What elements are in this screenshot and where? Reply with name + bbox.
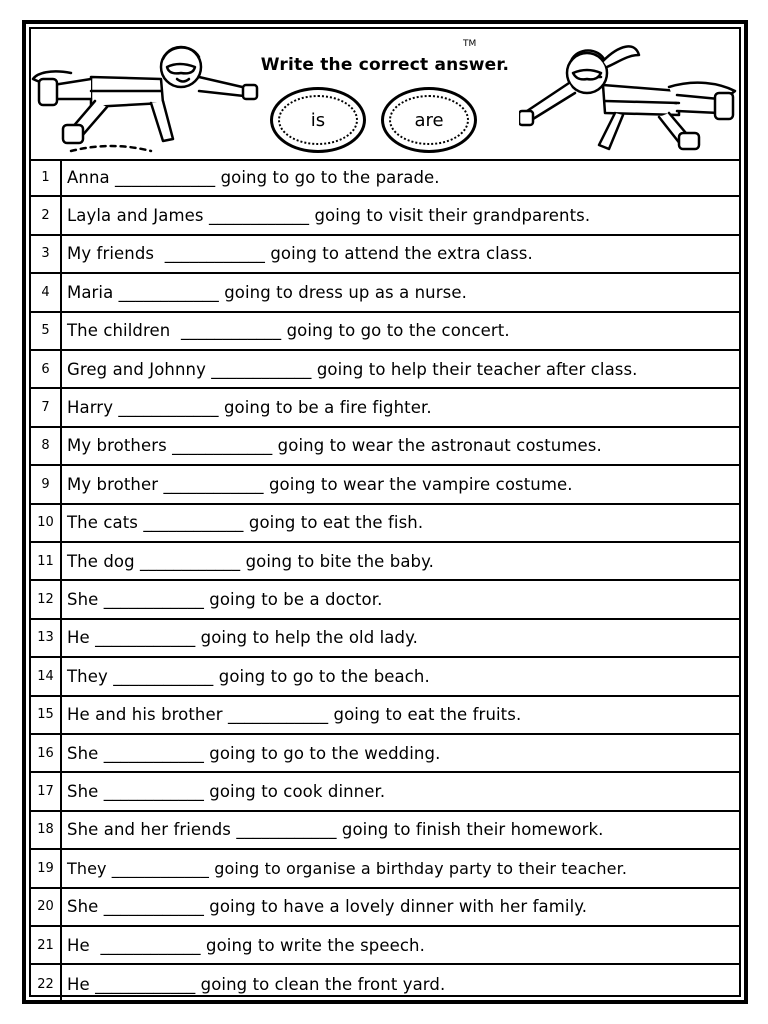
item-number: 7 [31,389,62,425]
item-sentence: He and his brother ____________ going to eat the fruits. [67,705,522,725]
list-item [31,850,739,888]
item-number: 13 [31,620,62,656]
item-number: 11 [31,543,62,579]
list-item [31,620,739,658]
list-item [31,773,739,811]
item-number: 4 [31,274,62,310]
list-item [31,735,739,773]
item-sentence: She ____________ going to cook dinner. [67,782,386,802]
item-sentence: Greg and Johnny ____________ going to help their teacher after class. [67,359,638,379]
item-sentence: My friends ____________ going to attend the extra class. [67,244,533,264]
list-item [31,812,739,850]
list-item [31,236,739,274]
item-number: 5 [31,313,62,349]
item-sentence: The dog ____________ going to bite the baby. [67,551,434,571]
item-number: 17 [31,773,62,809]
item-number: 6 [31,351,62,387]
word-option-are [381,87,477,153]
item-number: 15 [31,697,62,733]
list-item [31,428,739,466]
item-number: 18 [31,812,62,848]
list-item [31,313,739,351]
item-sentence: He ____________ going to clean the front yard. [67,975,446,995]
item-number: 20 [31,889,62,925]
item-sentence: My brothers ____________ going to wear the astronaut costumes. [67,436,602,456]
list-item [31,159,739,197]
list-item [31,274,739,312]
item-sentence: Harry ____________ going to be a fire fighter. [67,398,432,418]
list-item [31,927,739,965]
worksheet-title: Write the correct answer. [260,55,510,75]
word-option-label: are [414,109,444,131]
item-number: 14 [31,658,62,694]
list-item [31,466,739,504]
item-sentence: She ____________ going to go to the wedding. [67,743,441,763]
sentence-list [31,159,739,995]
flying-boy-superhero-icon [31,33,261,155]
list-item [31,543,739,581]
item-sentence: She ____________ going to be a doctor. [67,590,383,610]
item-number: 3 [31,236,62,272]
list-item [31,581,739,619]
item-number: 19 [31,850,62,886]
item-sentence: She and her friends ____________ going to finish their homework. [67,820,604,840]
trademark-label: TM [463,39,477,49]
item-number: 2 [31,197,62,233]
list-item [31,889,739,927]
item-number: 8 [31,428,62,464]
item-number: 10 [31,505,62,541]
item-sentence: Layla and James ____________ going to visit their grandparents. [67,206,591,226]
list-item [31,965,739,1003]
item-sentence: They ____________ going to organise a birthday party to their teacher. [67,858,627,878]
word-option-is [270,87,366,153]
worksheet-header [31,29,739,161]
list-item [31,197,739,235]
item-sentence: Anna ____________ going to go to the parade. [67,167,440,187]
item-number: 21 [31,927,62,963]
flying-girl-superhero-icon [519,33,739,155]
item-sentence: He ____________ going to write the speech. [67,935,425,955]
worksheet-inner-border [29,27,741,997]
list-item [31,505,739,543]
list-item [31,351,739,389]
item-number: 9 [31,466,62,502]
word-option-label: is [310,109,326,131]
item-number: 1 [31,159,62,195]
item-number: 22 [31,965,62,1003]
list-item [31,389,739,427]
item-sentence: The cats ____________ going to eat the fish. [67,513,424,533]
item-sentence: My brother ____________ going to wear the vampire costume. [67,474,573,494]
item-sentence: She ____________ going to have a lovely dinner with her family. [67,897,588,917]
item-sentence: Maria ____________ going to dress up as a nurse. [67,282,467,302]
item-sentence: They ____________ going to go to the beach. [67,666,430,686]
item-sentence: He ____________ going to help the old lady. [67,628,418,648]
list-item [31,658,739,696]
worksheet [22,20,748,1004]
item-number: 16 [31,735,62,771]
item-sentence: The children ____________ going to go to the concert. [67,321,510,341]
item-number: 12 [31,581,62,617]
list-item [31,697,739,735]
